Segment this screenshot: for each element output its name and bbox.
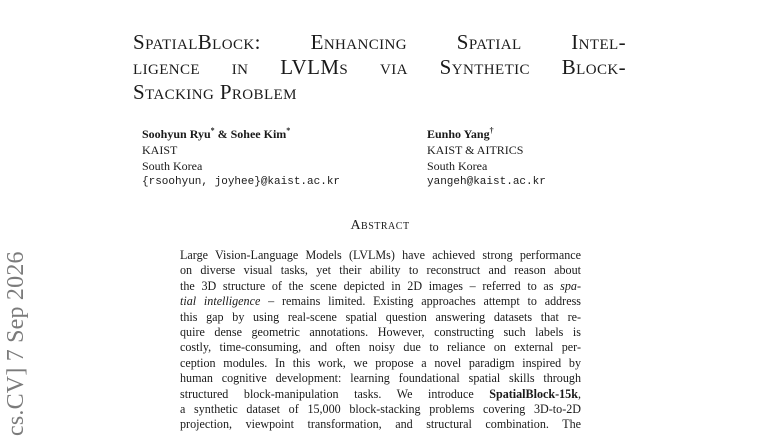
- abstract-line: this gap by using real-scene spatial question answering datasets that re-: [180, 309, 581, 324]
- abstract-line: [180, 294, 581, 309]
- abstract-line: on diverse visual tasks, yet their ability to reconstruct and reason about: [180, 263, 581, 278]
- abstract-italic-term: spa-: [560, 278, 581, 293]
- abstract-text: – remains limited. Existing approaches attempt to address: [260, 294, 581, 309]
- abstract-text: the 3D structure of the scene depicted in 2D images – referred to as: [180, 278, 561, 293]
- abstract-line: quire dense geometric annotations. However, constructing such labels is: [180, 325, 581, 340]
- abstract-line: Large Vision-Language Models (LVLMs) have achieved strong performance: [180, 248, 581, 262]
- abstract-heading: Abstract: [350, 218, 410, 233]
- corresponding-author-mark: †: [489, 126, 494, 135]
- author-block-left: [142, 126, 340, 190]
- abstract-line: human cognitive development: learning foundational spatial skills through: [180, 371, 581, 386]
- abstract-line: projection, viewpoint transformation, and structural combination. The: [180, 417, 581, 432]
- abstract-line: a synthetic dataset of 15,000 block-stacking problems covering 3D-to-2D: [180, 402, 581, 417]
- author-affiliation-right: KAIST & AITRICS: [427, 143, 524, 157]
- title-line-1: SpatialBlock: Enhancing Spatial Intel-: [133, 30, 626, 54]
- author-affiliation-left: KAIST: [142, 143, 178, 157]
- abstract-line: [180, 279, 581, 294]
- abstract-line: ception modules. In this work, we propose a novel paradigm inspired by: [180, 355, 581, 370]
- title-line-3: Stacking Problem: [133, 80, 297, 104]
- author-country-right: South Korea: [427, 159, 488, 173]
- paper-title: [133, 30, 626, 105]
- dataset-name: SpatialBlock-15k: [489, 386, 578, 401]
- author-email-right[interactable]: yangeh@kaist.ac.kr: [427, 176, 546, 188]
- equal-contribution-mark: *: [286, 126, 291, 135]
- abstract-italic-term: tial intelligence: [180, 294, 261, 309]
- abstract-line: costly, time-consuming, and often noisy due to reliance on external per-: [180, 340, 581, 355]
- author-name-yang: Eunho Yang: [427, 127, 490, 141]
- abstract-body: [180, 248, 581, 433]
- abstract-text: structured block-manipulation tasks. We introduce: [180, 386, 490, 401]
- arxiv-side-stamp: cs.CV] 7 Sep 2026: [3, 251, 29, 436]
- abstract-line: [180, 387, 581, 402]
- title-line-2: ligence in LVLMs via Synthetic Block-: [133, 55, 626, 79]
- equal-contribution-mark: *: [210, 126, 215, 135]
- author-block-right: [427, 126, 546, 190]
- author-email-left[interactable]: {rsoohyun, joyhee}@kaist.ac.kr: [142, 176, 341, 188]
- author-joiner: &: [214, 127, 231, 141]
- abstract-text: ,: [577, 386, 581, 401]
- author-name-kim: Sohee Kim: [230, 127, 287, 141]
- author-names-left: [142, 126, 340, 142]
- author-names-right: [427, 126, 546, 142]
- author-name-ryu: Soohyun Ryu: [142, 127, 211, 141]
- author-country-left: South Korea: [142, 159, 203, 173]
